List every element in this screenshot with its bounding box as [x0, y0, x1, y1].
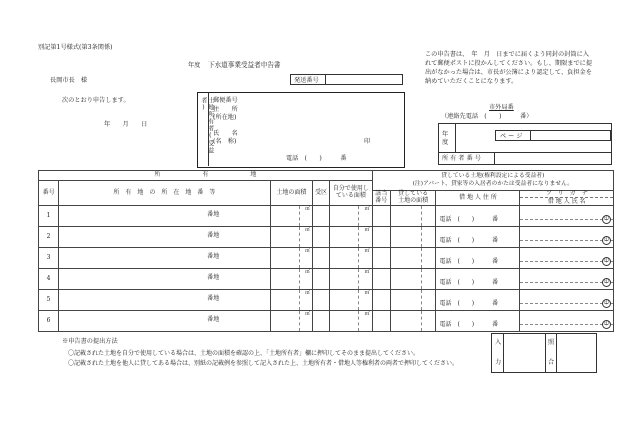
col-self-use-1: 自分で使用し	[332, 185, 369, 193]
row-number: 5	[39, 290, 59, 311]
leased-no-cell[interactable]	[372, 290, 390, 311]
nendo-label-2: 度	[442, 139, 449, 146]
table-row	[39, 206, 614, 227]
tenant-phone[interactable]: 電話 ( ) 番	[436, 311, 520, 332]
table-row	[39, 290, 614, 311]
tenant-name-cell[interactable]	[520, 290, 614, 311]
row-number: 1	[39, 206, 59, 227]
self-use-cell[interactable]	[330, 227, 373, 248]
area-cell[interactable]	[270, 206, 313, 227]
tenant-name-cell[interactable]	[520, 311, 614, 332]
tenant-phone[interactable]: 電話 ( ) 番	[436, 290, 520, 311]
land-table	[38, 170, 614, 332]
owner-info-box	[197, 92, 405, 168]
self-use-cell[interactable]	[330, 311, 373, 332]
page-label: ペ ー ジ	[500, 132, 523, 140]
area-unit: ㎡	[305, 206, 311, 212]
col-leased-area-2: 土地の面積	[398, 197, 429, 204]
owner-side-label: 土地所有者(受益者)	[199, 97, 214, 154]
table-row	[39, 269, 614, 290]
office-use-box	[438, 123, 612, 165]
col-location: 所 有 地 の 所 在 地 番 等	[59, 181, 271, 206]
send-number-label: 発送番号	[294, 76, 319, 84]
col-leased-no-2: 番号	[375, 197, 388, 204]
leased-area-cell[interactable]	[390, 269, 436, 290]
title-year: 年度	[188, 62, 201, 69]
area-cell[interactable]	[270, 269, 313, 290]
leased-area-cell[interactable]	[390, 206, 436, 227]
banchi-label: 番地	[207, 253, 220, 260]
verify-label-2: 合	[548, 359, 555, 366]
table-row	[39, 227, 614, 248]
self-use-unit: ㎡	[364, 311, 370, 317]
self-use-cell[interactable]	[330, 290, 373, 311]
area-unit: ㎡	[305, 269, 311, 275]
section-cell[interactable]	[313, 269, 330, 290]
col-furigana: フ リ ガ ナ	[520, 191, 613, 198]
self-use-unit: ㎡	[364, 227, 370, 233]
tenant-phone[interactable]: 電話 ( ) 番	[436, 227, 520, 248]
tenant-seal-mark: 印	[603, 279, 609, 285]
self-use-cell[interactable]	[330, 269, 373, 290]
tenant-seal-mark: 印	[603, 321, 609, 327]
location-cell[interactable]	[59, 248, 271, 269]
banchi-label: 番地	[207, 232, 220, 239]
section-cell[interactable]	[313, 290, 330, 311]
leased-no-cell[interactable]	[372, 248, 390, 269]
area-unit: ㎡	[305, 227, 311, 233]
row-number: 6	[39, 311, 59, 332]
location-label: (所在地)	[213, 114, 237, 121]
owner-seal-mark: 印	[364, 138, 371, 145]
location-cell[interactable]	[59, 269, 271, 290]
col-tenant-address: 借 地 人 住 所	[436, 191, 520, 206]
col-tenant-name	[520, 191, 614, 206]
col-area: 土地の面積	[270, 181, 313, 206]
input-label-2: 力	[495, 359, 502, 366]
leased-no-cell[interactable]	[372, 206, 390, 227]
self-use-unit: ㎡	[364, 248, 370, 254]
self-use-unit: ㎡	[364, 269, 370, 275]
name-label: 氏 名	[213, 130, 238, 137]
leased-area-cell[interactable]	[390, 227, 436, 248]
tenant-seal-mark: 印	[603, 216, 609, 222]
area-unit: ㎡	[305, 248, 311, 254]
col-leased-no	[372, 191, 390, 206]
col-self-use-2: ている面積	[335, 192, 366, 199]
tenant-name-cell[interactable]	[520, 227, 614, 248]
section-cell[interactable]	[313, 248, 330, 269]
col-leased-area	[390, 191, 436, 206]
leased-area-cell[interactable]	[390, 311, 436, 332]
date-line: 年 月 日	[104, 121, 148, 128]
banchi-label: 番地	[207, 316, 220, 323]
row-number: 4	[39, 269, 59, 290]
leased-area-cell[interactable]	[390, 290, 436, 311]
col-tenant-name-label: 借 地 人 氏 名	[547, 198, 586, 205]
nendo-label-1: 年	[442, 131, 449, 138]
input-check-box	[491, 333, 597, 373]
tenant-name-cell[interactable]	[520, 206, 614, 227]
footer-line-2: 〇記載された土地を他人に貸してある場合は、別紙の記載例を参照して記入された上、土地所有者・借地人等権利者の両者で押印してください。	[68, 360, 459, 367]
input-label-1: 入	[495, 339, 502, 346]
footer-line-1: 〇記載された土地を自分で使用している場合は、土地の面積を確認の上、「土地所有者」欄に押印してそのまま提出してください。	[68, 350, 420, 357]
location-cell[interactable]	[59, 290, 271, 311]
page-field[interactable]	[495, 130, 611, 141]
banchi-label: 番地	[207, 211, 220, 218]
banchi-label: 番地	[207, 274, 220, 281]
section-cell[interactable]	[313, 206, 330, 227]
table-row	[39, 248, 614, 269]
self-use-unit: ㎡	[364, 290, 370, 296]
leased-no-cell[interactable]	[372, 227, 390, 248]
location-cell[interactable]	[59, 206, 271, 227]
tenant-seal-mark: 印	[603, 237, 609, 243]
verify-label-1: 照	[548, 339, 555, 346]
page-title: 下水道事業受益者申告書	[208, 61, 281, 69]
tenant-name-cell[interactable]	[520, 248, 614, 269]
col-leased-area-1: 貸している	[398, 190, 429, 198]
area-unit: ㎡	[305, 311, 311, 317]
banchi-label: 番地	[207, 295, 220, 302]
name-sub-label: (名 称)	[213, 138, 237, 145]
location-cell[interactable]	[59, 311, 271, 332]
area-cell[interactable]	[270, 311, 313, 332]
owned-land-header: 所 有 地	[39, 171, 373, 181]
form-label: 別記第1号様式(第3条関係)	[38, 44, 113, 51]
col-section: 受区	[313, 181, 330, 206]
self-use-unit: ㎡	[364, 206, 370, 212]
leased-land-header	[372, 171, 613, 191]
leased-header-note: (注)アパート、貸家等の入居者のかたは受益者になりません。	[412, 180, 574, 187]
tenant-phone[interactable]: 電話 ( ) 番	[436, 206, 520, 227]
leased-area-cell[interactable]	[390, 248, 436, 269]
row-number: 2	[39, 227, 59, 248]
self-use-cell[interactable]	[330, 206, 373, 227]
tenant-phone[interactable]: 電話 ( ) 番	[436, 269, 520, 290]
area-cell[interactable]	[270, 248, 313, 269]
section-cell[interactable]	[313, 311, 330, 332]
owner-number-label: 所 有 者 番 号	[442, 155, 481, 162]
intro-text: 次のとおり申告します。	[62, 97, 130, 104]
col-number: 番号	[39, 181, 59, 206]
table-row	[39, 311, 614, 332]
owner-phone: 電話 ( ) 番	[286, 155, 347, 162]
address-label: 住 所	[213, 106, 238, 113]
send-number-field[interactable]	[290, 74, 403, 85]
section-cell[interactable]	[313, 227, 330, 248]
tenant-seal-mark: 印	[603, 258, 609, 264]
tenant-phone[interactable]: 電話 ( ) 番	[436, 248, 520, 269]
leased-no-cell[interactable]	[372, 311, 390, 332]
footer-title: ※申告書の提出方法	[62, 338, 118, 345]
addressee: 長岡市長 様	[50, 77, 88, 84]
contact-phone: （連絡先電話 ( ) 番）	[441, 113, 533, 120]
area-cell[interactable]	[270, 290, 313, 311]
notice-text: この申告書は、 年 月 日までに届くよう同封の封筒に入れて郵便ポストに投かんしてください。もし、期限までに提出がなかった場合は、市長が公簿により認定して、負担金を納めていただくことになります。	[425, 51, 593, 85]
tenant-name-cell[interactable]	[520, 269, 614, 290]
col-leased-no-1: 該当	[375, 190, 388, 198]
area-cell[interactable]	[270, 227, 313, 248]
leased-header-title: 貸している土地(権利設定による受益者)	[441, 172, 545, 179]
postal-label: 郵便番号	[213, 97, 238, 104]
out-of-city-title: 市外局番	[489, 104, 514, 111]
tenant-seal-mark: 印	[603, 300, 609, 306]
leased-no-cell[interactable]	[372, 269, 390, 290]
area-unit: ㎡	[305, 290, 311, 296]
location-cell[interactable]	[59, 227, 271, 248]
row-number: 3	[39, 248, 59, 269]
col-self-use	[330, 181, 373, 206]
self-use-cell[interactable]	[330, 248, 373, 269]
